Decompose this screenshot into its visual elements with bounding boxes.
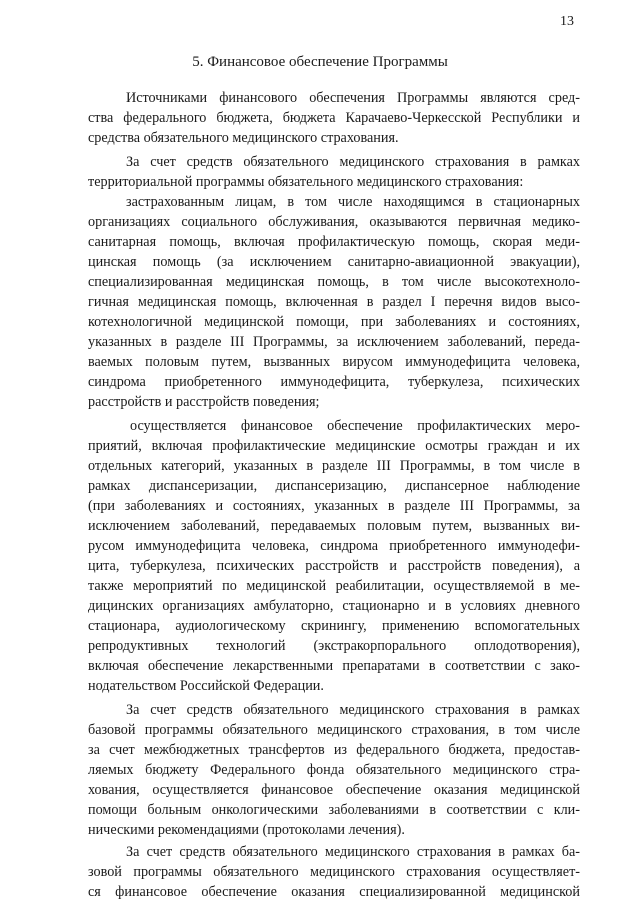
text-line: приятий, включая профилактические медицинские осмотры граждан и их: [88, 438, 580, 454]
text-line: базовой программы обязательного медицинского страхования, в том числе: [88, 722, 580, 738]
page-number: 13: [560, 14, 574, 29]
text-line: включая обеспечение лекарственными препаратами в соответствии с зако-: [88, 658, 580, 674]
text-line: цита, туберкулеза, психических расстройств и расстройств поведения), а: [88, 558, 580, 574]
text-line: стационара, аудиологическому скринингу, применению вспомогательных: [88, 618, 580, 634]
text-line: расстройств и расстройств поведения;: [88, 394, 320, 410]
text-line: ляемых бюджету Федерального фонда обязательного медицинского стра-: [88, 762, 580, 778]
section-heading: 5. Финансовое обеспечение Программы: [192, 54, 448, 70]
text-line: нодательством Российской Федерации.: [88, 678, 324, 694]
text-line: территориальной программы обязательного медицинского страхования:: [88, 174, 524, 190]
text-line: осуществляется финансовое обеспечение профилактических меро-: [130, 418, 580, 434]
text-line: ства федерального бюджета, бюджета Карачаево-Черкесской Республики и: [88, 110, 580, 126]
text-line: За счет средств обязательного медицинского страхования в рамках: [126, 702, 580, 718]
text-line: за счет межбюджетных трансфертов из федерального бюджета, предостав-: [88, 742, 580, 758]
text-line: средства обязательного медицинского страхования.: [88, 130, 399, 146]
text-line: синдрома приобретенного иммунодефицита, туберкулеза, психических: [88, 374, 580, 390]
text-line: рамках диспансеризации, диспансеризацию, диспансерное наблюдение: [88, 478, 580, 494]
text-line: хования, осуществляется финансовое обеспечение оказания медицинской: [88, 782, 580, 798]
text-line: гичная медицинская помощь, включенная в раздел I перечня видов высо-: [88, 294, 580, 310]
text-line: русом иммунодефицита человека, синдрома приобретенного иммунодефи-: [88, 538, 580, 554]
text-line: (при заболеваниях и состояниях, указанных в разделе III Программы, за: [88, 498, 580, 514]
text-line: также мероприятий по медицинской реабилитации, осуществляемой в ме-: [88, 578, 580, 594]
text-line: котехнологичной медицинской помощи, при заболеваниях и состояниях,: [88, 314, 580, 330]
text-line: застрахованным лицам, в том числе находящимся в стационарных: [126, 194, 580, 210]
text-line: санитарная помощь, включая профилактическую помощь, скорая меди-: [88, 234, 580, 250]
text-line: За счет средств обязательного медицинского страхования в рамках ба-: [126, 844, 580, 860]
text-line: указанных в разделе III Программы, за исключением заболеваний, переда-: [88, 334, 580, 350]
text-line: ся финансовое обеспечение оказания специализированной медицинской: [88, 884, 580, 900]
text-line: За счет средств обязательного медицинского страхования в рамках: [126, 154, 580, 170]
text-line: дицинских организациях амбулаторно, стационарно и в условиях дневного: [88, 598, 580, 614]
text-line: исключением заболеваний, передаваемых половым путем, вызванных ви-: [88, 518, 580, 534]
text-line: отдельных категорий, указанных в разделе III Программы, в том числе в: [88, 458, 580, 474]
text-line: репродуктивных технологий (экстракорпорального оплодотворения),: [88, 638, 580, 654]
text-line: ническими рекомендациями (протоколами лечения).: [88, 822, 405, 838]
text-line: помощи больным онкологическими заболеваниями в соответствии с кли-: [88, 802, 580, 818]
text-line: цинская помощь (за исключением санитарно-авиационной эвакуации),: [88, 254, 580, 270]
text-line: специализированная медицинская помощь, в том числе высокотехноло-: [88, 274, 580, 290]
text-line: зовой программы обязательного медицинского страхования осуществляет-: [88, 864, 580, 880]
text-line: Источниками финансового обеспечения Программы являются сред-: [126, 90, 580, 106]
text-line: ваемых половым путем, вызванных вирусом иммунодефицита человека,: [88, 354, 580, 370]
text-line: организациях социального обслуживания, оказываются первичная медико-: [88, 214, 580, 230]
